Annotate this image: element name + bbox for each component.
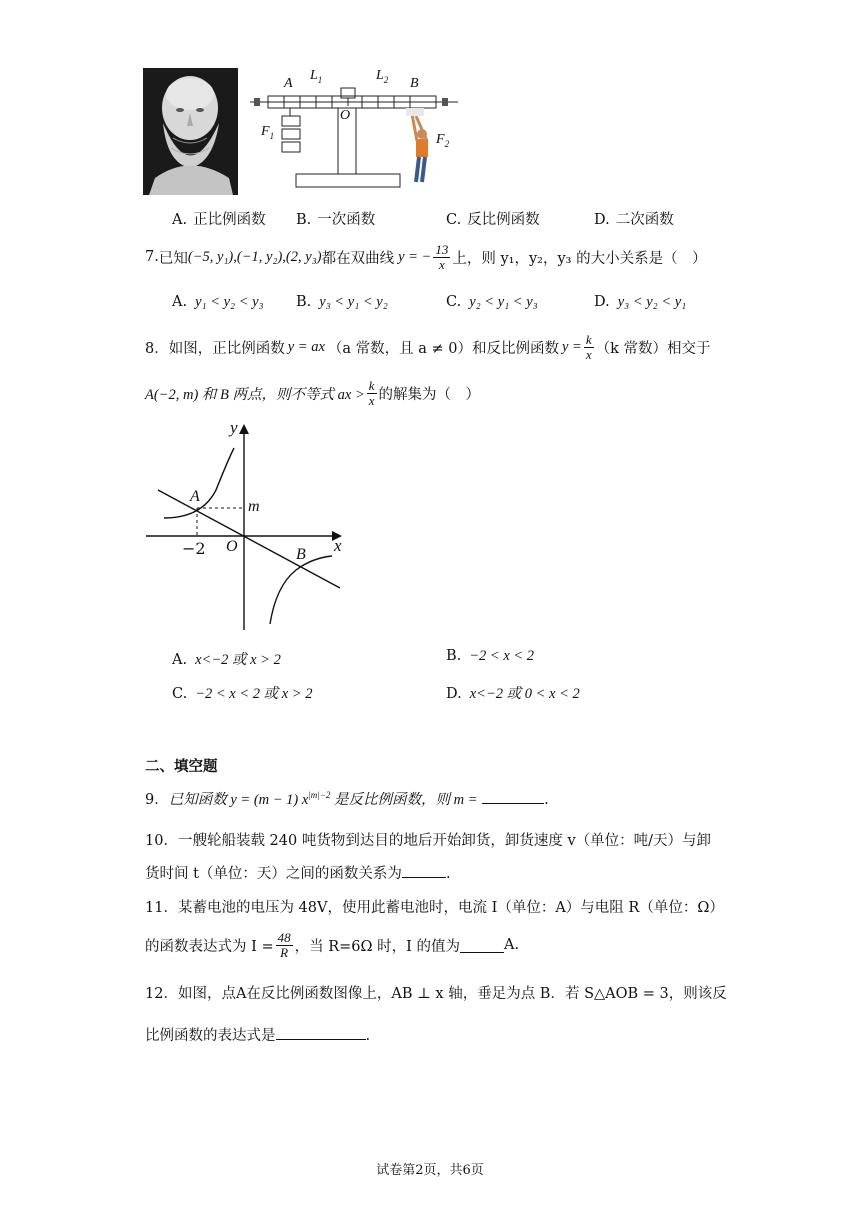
q12-answer-blank[interactable] <box>276 1025 366 1040</box>
graph-neg2-label: −2 <box>182 539 206 558</box>
q7-points: (−5, y₁),(−1, y₂),(2, y₃) <box>187 248 322 265</box>
q7-option-b[interactable]: B. y₃ < y₁ < y₂ <box>296 294 388 310</box>
q11-answer-blank[interactable] <box>460 938 504 953</box>
section-title-fill-in: 二、填空题 <box>145 758 218 775</box>
q12-number: 12． <box>145 986 178 1002</box>
label-B: B <box>410 76 419 91</box>
lever-diagram <box>246 64 462 196</box>
q7-number: 7. <box>145 249 159 265</box>
q8-option-a[interactable]: A. x<−2 或 x > 2 <box>172 652 281 668</box>
q7-option-c[interactable]: C. y₂ < y₁ < y₃ <box>446 294 538 310</box>
q9-stem: 9．已知函数 y = (m − 1) $x^{|m|-2}$ 是反比例函数，则 m = . <box>145 790 549 808</box>
q9-text-b: 是反比例函数，则 m = <box>330 792 478 808</box>
person-icon <box>406 108 428 182</box>
q7-mid: 都在双曲线 <box>321 250 395 267</box>
q8-eq2-lhs: y = <box>562 338 582 355</box>
q6-option-a[interactable]: A. 正比例函数 <box>172 212 266 228</box>
graph-m-label: m <box>248 498 260 515</box>
page-footer: 试卷第2页，共6页 <box>376 1163 484 1178</box>
q7-option-a[interactable]: A. y₁ < y₂ < y₃ <box>172 294 264 310</box>
q12-line2: 比例函数的表达式是 . <box>145 1024 370 1045</box>
q11-line2-b: ，当 R=6Ω 时，I 的值为 <box>294 938 460 955</box>
q8-line1-a: 如图，正比例函数 <box>168 340 285 357</box>
q8-number: 8． <box>145 340 169 357</box>
q8-fraction-2: $\frac{k}{x}$ <box>368 377 375 408</box>
q7-lead: 已知 <box>158 250 188 267</box>
q9-text-a: 已知函数 y = (m − 1) x <box>168 792 309 808</box>
archimedes-bust-image <box>143 68 238 195</box>
q8-line2-a: A(−2, m) 和 B 两点，则不等式 ax > <box>145 386 365 403</box>
q8-option-b[interactable]: B. −2 < x < 2 <box>446 648 535 664</box>
q7-tail: 上，则 y₁，y₂，y₃ 的大小关系是（ ） <box>452 250 707 267</box>
q9-number: 9． <box>145 792 169 808</box>
graph-B-label: B <box>296 546 306 563</box>
q8-graph <box>142 418 352 634</box>
q7-fraction: $\frac{13}{x}$ <box>435 241 449 272</box>
label-L1: $L_1$ <box>310 68 323 85</box>
q8-line2-b: 的解集为（ ） <box>378 386 481 403</box>
q8-options-row2 <box>0 682 860 702</box>
q6-options <box>0 208 860 228</box>
label-F1: $F_1$ <box>261 124 275 141</box>
q12-line1 <box>145 982 727 1003</box>
q8-fraction-1: $\frac{k}{x}$ <box>585 331 592 362</box>
q10-line1-text: 一艘轮船装载 240 吨货物到达目的地后开始卸货，卸货速度 v（单位：吨/天）与卸 <box>177 833 712 849</box>
q7-eq-lhs: y = − <box>398 248 432 265</box>
graph-svg <box>142 418 352 634</box>
q7-stem <box>145 240 707 274</box>
q11-number: 11． <box>145 900 178 916</box>
q6-option-b[interactable]: B. 一次函数 <box>296 212 376 228</box>
graph-x-label: x <box>334 536 342 555</box>
q11-line1 <box>145 896 724 917</box>
q12-line1-text: 如图，点A在反比例函数图像上，AB ⊥ x 轴，垂足为点 B．若 S△AOB = 3，则该反 <box>177 986 727 1002</box>
graph-origin-label: O <box>226 538 238 555</box>
q9-exponent: |m|−2 <box>308 790 331 801</box>
label-L2: $L_2$ <box>376 68 389 85</box>
label-A: A <box>284 76 293 91</box>
q8-stem-line2 <box>145 376 480 410</box>
q11-fraction: $\frac{48}{R}$ <box>277 929 291 960</box>
q8-stem-line1 <box>145 330 711 364</box>
q7-option-d[interactable]: D. y₃ < y₂ < y₁ <box>594 294 687 310</box>
q6-option-c[interactable]: C. 反比例函数 <box>446 212 540 228</box>
q8-option-c[interactable]: C. −2 < x < 2 或 x > 2 <box>172 686 313 702</box>
q12-line2-text: 比例函数的表达式是 <box>145 1028 276 1044</box>
q10-line2: 货时间 t（单位：天）之间的函数关系为 . <box>145 862 451 883</box>
q6-option-d[interactable]: D. 二次函数 <box>594 212 674 228</box>
q10-answer-blank[interactable] <box>402 863 446 878</box>
q10-line2-text: 货时间 t（单位：天）之间的函数关系为 <box>145 866 402 882</box>
q10-line1 <box>145 829 711 850</box>
q7-options <box>0 294 860 314</box>
bust-icon <box>143 68 238 195</box>
q8-option-d[interactable]: D. x<−2 或 0 < x < 2 <box>446 686 580 702</box>
q9-answer-blank[interactable] <box>482 789 544 804</box>
graph-A-label: A <box>190 488 200 505</box>
q8-line1-c: （k 常数）相交于 <box>595 340 711 357</box>
q8-eq1: y = ax <box>287 338 325 355</box>
lever-svg <box>246 64 462 196</box>
label-F2: $F_2$ <box>436 132 450 149</box>
q8-options-row1 <box>0 648 860 668</box>
q10-number: 10． <box>145 833 178 849</box>
q11-line1-text: 某蓄电池的电压为 48V，使用此蓄电池时，电流 I（单位：A）与电阻 R（单位：Ω） <box>177 900 724 916</box>
q11-line2: 的函数表达式为 I = $\frac{48}{R}$ ，当 R=6Ω 时，I 的值为 A. <box>145 929 520 960</box>
graph-y-label: y <box>230 418 238 437</box>
label-O: O <box>340 108 351 123</box>
q11-line2-a: 的函数表达式为 I = <box>145 938 274 955</box>
q8-line1-b: （a 常数，且 a ≠ 0）和反比例函数 <box>327 340 559 357</box>
